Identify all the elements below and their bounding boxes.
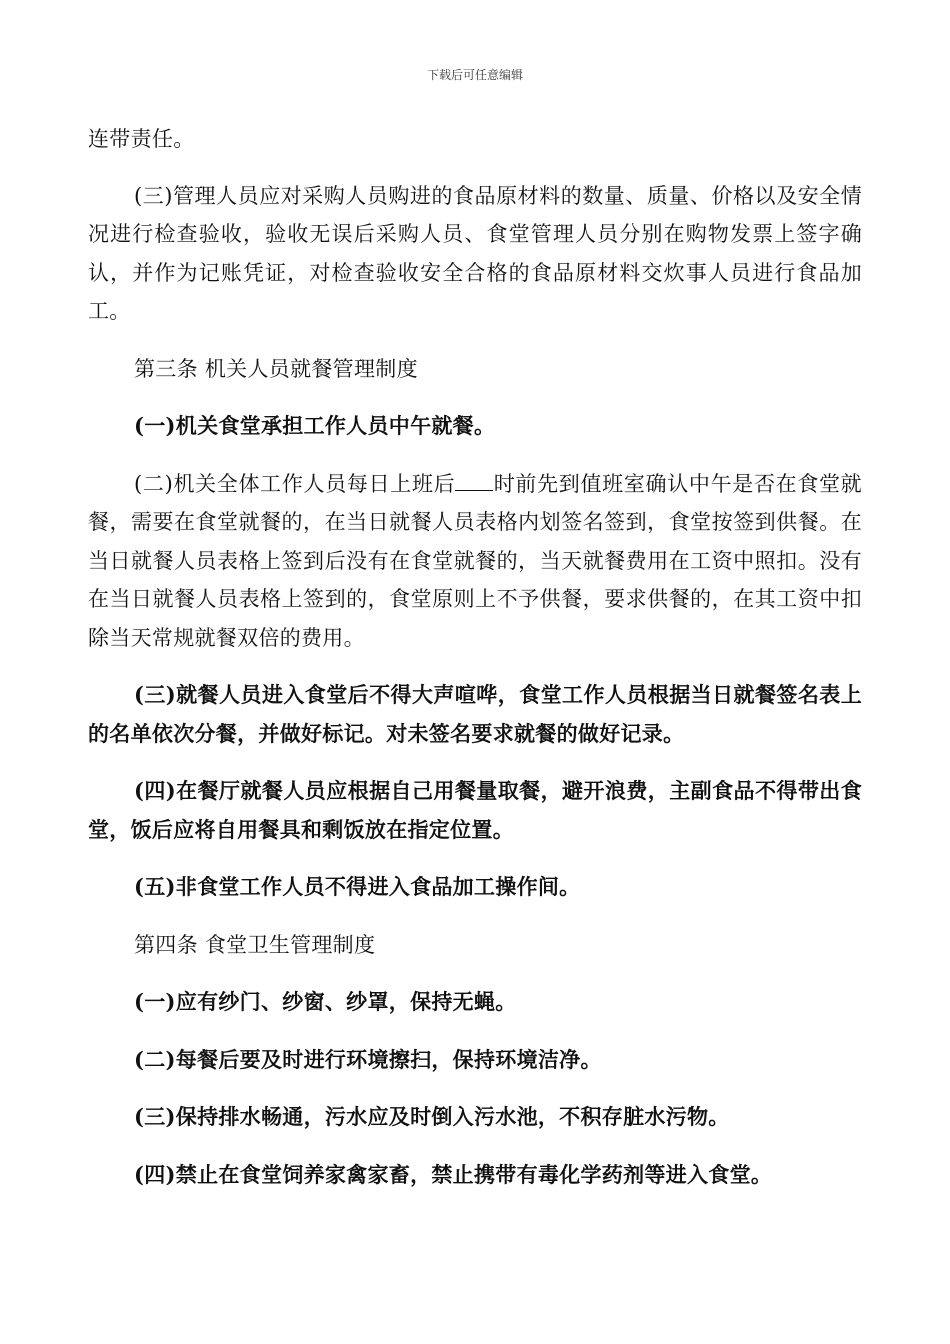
clause-2-text-start: (二)机关全体工作人员每日上班后 — [134, 471, 456, 496]
article-3-clause-1: (一)机关食堂承担工作人员中午就餐。 — [134, 413, 496, 438]
article-4-clause-1: (一)应有纱门、纱窗、纱罩，保持无蝇。 — [134, 989, 517, 1014]
paragraph-procurement-inspection: (三)管理人员应对采购人员购进的食品原材料的数量、质量、价格以及安全情况进行检查验收，验收无误后采购人员、食堂管理人员分别在购物发票上签字确认，并作为记账凭证，对检查验收安全合格的食品原材料交炊事人员进行食品加工。 — [88, 183, 862, 323]
article-3-clause-4: (四)在餐厅就餐人员应根据自己用餐量取餐，避开浪费，主副食品不得带出食堂，饭后应将自用餐具和剩饭放在指定位置。 — [88, 778, 862, 842]
clause-2-text-end: 时前先到值班室确认中午是否在食堂就餐，需要在食堂就餐的，在当日就餐人员表格内划签名签到，食堂按签到供餐。在当日就餐人员表格上签到后没有在食堂就餐的，当天就餐费用在工资中照扣。没有在当日就餐人员表格上签到的，食堂原则上不予供餐，要求供餐的，在其工资中扣除当天常规就餐双倍的费用。 — [88, 471, 862, 650]
article-3-heading: 第三条 机关人员就餐管理制度 — [134, 356, 418, 381]
fill-in-blank — [455, 472, 493, 491]
page-header: 下载后可任意编辑 — [426, 68, 523, 82]
article-3-clause-5: (五)非食堂工作人员不得进入食品加工操作间。 — [134, 874, 581, 899]
article-4-heading: 第四条 食堂卫生管理制度 — [134, 932, 376, 957]
article-3-clause-3: (三)就餐人员进入食堂后不得大声喧哗，食堂工作人员根据当日就餐签名表上的名单依次分餐，并做好标记。对未签名要求就餐的做好记录。 — [88, 682, 862, 746]
article-3-clause-2 — [88, 465, 862, 658]
article-4-clause-4: (四)禁止在食堂饲养家禽家畜，禁止携带有毒化学药剂等进入食堂。 — [134, 1161, 773, 1187]
paragraph-continuation: 连带责任。 — [88, 127, 195, 151]
document-body — [88, 120, 862, 1194]
article-4-clause-3: (三)保持排水畅通，污水应及时倒入污水池，不积存脏水污物。 — [134, 1104, 730, 1129]
article-4-clause-2: (二)每餐后要及时进行环境擦扫，保持环境洁净。 — [134, 1046, 602, 1072]
